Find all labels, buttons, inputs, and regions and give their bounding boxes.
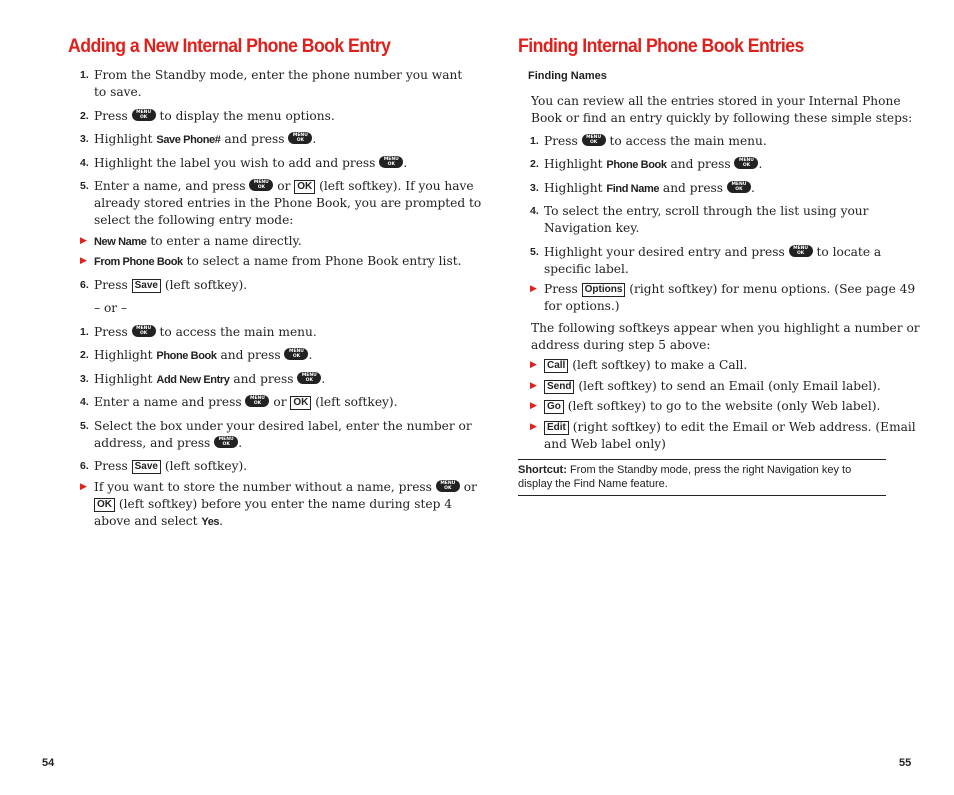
alt-step-6: 6. Press Save (left softkey).: [80, 459, 248, 473]
step-3: 3. Highlight Save Phone# and press MENU OK .: [80, 131, 316, 149]
softkey-send: Send: [544, 380, 574, 394]
alt-step-1: 1. Press MENU OK to access the main menu.: [80, 324, 317, 341]
menu-ok-key-icon: [132, 109, 156, 121]
option-new-name: ▶ New Name to enter a name directly.: [80, 234, 302, 248]
softkey-options: Options: [582, 283, 626, 297]
step-3: 3. Highlight Find Name and press MENU OK .: [530, 180, 755, 198]
softkey-save: Save: [132, 460, 161, 474]
bullet-arrow-icon: ▶: [530, 422, 537, 432]
menu-ok-key-icon: [379, 156, 403, 168]
softkey-ok: OK: [94, 498, 115, 512]
menu-item-label: Save Phone#: [156, 134, 221, 146]
intro-paragraph: You can review all the entries stored in your Internal Phone Book or find an entry quickly by following these simple steps:: [531, 94, 913, 125]
page-number-left: 54: [42, 757, 55, 769]
step-1: 1. Press MENU OK to access the main menu.: [530, 133, 767, 150]
alt-step-2: 2. Highlight Phone Book and press MENU OK .: [80, 347, 312, 365]
page-title: Finding Internal Phone Book Entries: [518, 36, 804, 57]
softkey-ok: OK: [290, 396, 311, 410]
bullet-arrow-icon: ▶: [530, 284, 537, 294]
menu-ok-key-icon: [249, 179, 273, 191]
softkey-save: Save: [132, 279, 161, 293]
step-4: 4. To select the entry, scroll through the list using your Navigation key.: [530, 204, 869, 235]
bullet-arrow-icon: ▶: [80, 256, 87, 266]
softkey-call: Call: [544, 359, 568, 373]
alt-step-5: 5. Select the box under your desired label, enter the number or address, and press MENU OK .: [80, 418, 472, 452]
shortcut-label: Shortcut:: [518, 464, 567, 476]
bullet-arrow-icon: ▶: [530, 401, 537, 411]
step-4: 4. Highlight the label you wish to add and press MENU OK .: [80, 155, 407, 172]
section-subheading: Finding Names: [528, 70, 607, 82]
softkey-call-item: ▶ Call (left softkey) to make a Call.: [530, 358, 748, 372]
bullet-arrow-icon: ▶: [530, 360, 537, 370]
softkey-edit: Edit: [544, 421, 569, 435]
softkey-edit-item: ▶ Edit (right softkey) to edit the Email or Web address. (Email and Web label only): [530, 420, 916, 451]
or-separator: – or –: [94, 301, 128, 315]
bullet-arrow-icon: ▶: [80, 482, 87, 492]
step-2: 2. Highlight Phone Book and press MENU OK .: [530, 156, 762, 174]
step-5: 5. Highlight your desired entry and press MENU OK to locate a specific label.: [530, 244, 881, 278]
note-store-without-name: ▶ If you want to store the number without a name, press MENU OK or OK (left softkey) before you enter the name during step 4 above and select Yes.: [80, 479, 477, 531]
alt-step-3: 3. Highlight Add New Entry and press MENU OK .: [80, 371, 325, 389]
options-note: ▶ Press Options (right softkey) for menu options. (See page 49 for options.): [530, 282, 916, 313]
step-5: 5. Enter a name, and press MENU OK or OK (left softkey). If you have already stored entries in the Phone Book, you are prompted to select the following entry mode:: [80, 178, 481, 229]
softkey-go-item: ▶ Go (left softkey) to go to the website (only Web label).: [530, 399, 881, 413]
menu-ok-key-icon: [582, 134, 606, 146]
page-number-right: 55: [899, 757, 912, 769]
bullet-arrow-icon: ▶: [80, 236, 87, 246]
menu-ok-key-icon: [288, 132, 312, 144]
option-from-phone-book: ▶ From Phone Book to select a name from Phone Book entry list.: [80, 254, 462, 268]
menu-ok-key-icon: [789, 245, 813, 257]
page-title: Adding a New Internal Phone Book Entry: [68, 36, 391, 57]
menu-ok-key-icon: [734, 157, 758, 169]
menu-ok-key-icon: [436, 480, 460, 492]
menu-ok-key-icon: [297, 372, 321, 384]
step-6: 6. Press Save (left softkey).: [80, 278, 248, 292]
softkey-send-item: ▶ Send (left softkey) to send an Email (only Email label).: [530, 379, 881, 393]
menu-ok-key-icon: [245, 395, 269, 407]
menu-ok-key-icon: [727, 181, 751, 193]
step-2: 2. Press MENU OK to display the menu options.: [80, 108, 335, 125]
shortcut-box: Shortcut: From the Standby mode, press the right Navigation key to display the Find Name feature.: [518, 459, 886, 496]
softkey-go: Go: [544, 400, 564, 414]
step-1: 1. From the Standby mode, enter the phone number you want to save.: [80, 68, 463, 99]
softkeys-intro: The following softkeys appear when you highlight a number or address during step 5 above:: [531, 321, 920, 352]
softkey-ok: OK: [294, 180, 315, 194]
bullet-arrow-icon: ▶: [530, 381, 537, 391]
menu-ok-key-icon: [214, 436, 238, 448]
alt-step-4: 4. Enter a name and press MENU OK or OK (left softkey).: [80, 394, 398, 411]
menu-ok-key-icon: [284, 348, 308, 360]
menu-ok-key-icon: [132, 325, 156, 337]
